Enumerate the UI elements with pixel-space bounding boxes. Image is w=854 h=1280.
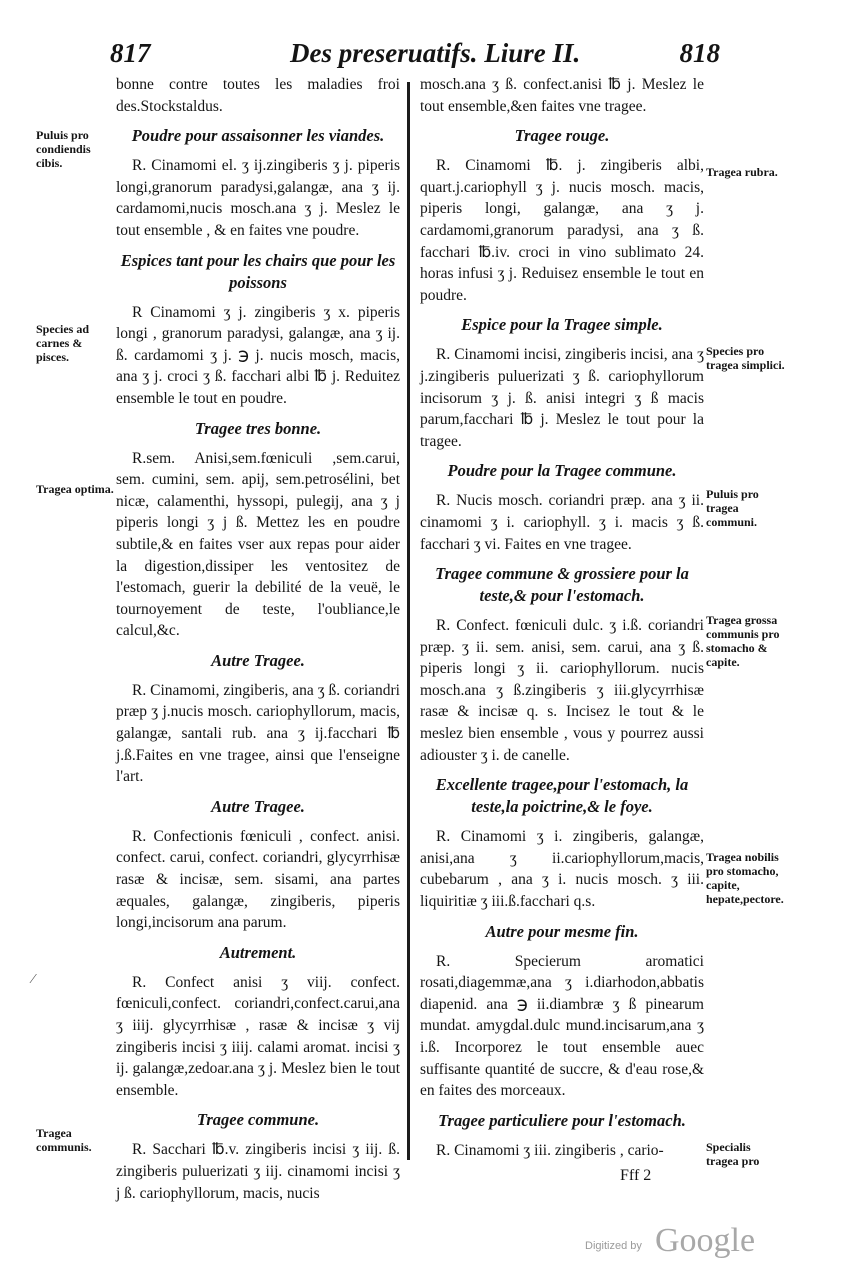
paragraph: R. Confect anisi ʒ viij. confect. fœniculi,confect. coriandri,confect.carui,ana ʒ iiij. glycyrrhisæ , rasæ & incisæ ʒ vij zingiberis incisi ʒ iiij. calami aromat. incisi ʒ ij. galangæ,zedoar.ana ʒ j. Meslez bien le tout ensemble. — [116, 973, 400, 1099]
margin-note: Species ad carnes & pisces. — [36, 322, 90, 364]
ink-mark: ⁄ — [32, 972, 35, 987]
margin-note: Specialis tragea pro — [706, 1140, 760, 1168]
margin-note: Tragea nobilis pro stomacho, capite, hepate,pectore. — [706, 850, 784, 906]
section-heading: Poudre pour la Tragee commune. — [447, 461, 677, 481]
paragraph: R. Nucis mosch. coriandri præp. ana ʒ ii. cinamomi ʒ i. cariophyll. ʒ i. macis ʒ ß. facchari ʒ vi. Faites en vne tragee. — [420, 492, 704, 553]
section-heading: Autre Tragee. — [211, 796, 305, 816]
running-header — [110, 38, 720, 78]
paragraph: R Cinamomi ʒ j. zingiberis ʒ x. piperis longi , granorum paradysi, galangæ, ana ʒ ij. ß. cardamomi ʒ j. ℈ j. nucis mosch, macis, ana ʒ j. croci ʒ ß. facchari albi ℔ j. Reduitez ensemble le tout en poudre. — [116, 303, 400, 407]
section-heading: Tragee commune & grossiere pour la teste,& pour l'estomach. — [435, 564, 689, 606]
paragraph: R. Specierum aromatici rosati,diagemmæ,ana ʒ i.diarhodon,abbatis diapenid. ana ℈ ii.diambræ ʒ ß pinearum mundat. amygdal.dulc mund.incisarum,ana ʒ i.ß. Incorporez le tout ensemble auec suffisante quantité de succre, & d'eau rose,& en faites des morceaux. — [420, 952, 704, 1100]
watermark-small-text: Digitized by — [585, 1240, 642, 1252]
section-heading: Autrement. — [219, 942, 297, 962]
paragraph: bonne contre toutes les maladies froi des.Stockstaldus. — [116, 76, 400, 115]
google-logo: Google — [655, 1222, 756, 1259]
paragraph: mosch.ana ʒ ß. confect.anisi ℔ j. Meslez le tout ensemble,&en faites vne tragee. — [420, 76, 704, 115]
section-heading: Tragee rouge. — [514, 126, 610, 146]
paragraph: R. Cinamomi el. ʒ ij.zingiberis ʒ j. piperis longi,granorum paradysi,galangæ, ana ʒ ij. cardamomi,nucis mosch.ana ʒ j. Meslez le tout ensemble , & en faites vne poudre. — [116, 157, 400, 239]
paragraph: R. Cinamomi ℔. j. zingiberis albi, quart.j.cariophyll ʒ j. nucis mosch. macis, piperis longi, galangæ, ana ʒ j. cardamomi,granorum paradysi, ana ʒ ß. facchari ℔.iv. croci in vino sublimato 24. horas infusi ʒ j. Reduisez ensemble le tout en poudre. — [420, 157, 704, 304]
section-heading: Poudre pour assaisonner les viandes. — [131, 126, 385, 146]
section-heading: Excellente tragee,pour l'estomach, la teste,la poictrine,& le foye. — [435, 775, 689, 817]
section-heading: Autre Tragee. — [211, 650, 305, 670]
paragraph: R. Cinamomi incisi, zingiberis incisi, ana ʒ j.zingiberis puluerizati ʒ ß. cariophyllorum incisorum ʒ j. ß. anisi integri ʒ ß macis parum,facchari ℔ j. Meslez le tout pour la tragee. — [420, 346, 704, 450]
section-heading: Tragee tres bonne. — [194, 418, 322, 438]
paragraph: R. Cinamomi, zingiberis, ana ʒ ß. coriandri præp ʒ j.nucis mosch. cariophyllorum, macis, galangæ, santali rub. ana ʒ ij.facchari ℔ j.ß.Faites en vne tragee, ainsi que l'enseigne l'art. — [116, 681, 400, 786]
paragraph: R.sem. Anisi,sem.fœniculi ,sem.carui, sem. cumini, sem. apij, sem.petrosélini, bet nicæ, calamenthi, hyssopi, pulegij, ana ʒ j piperis longi ʒ j ß. Mettez les en poudre subtile,& en faites vser aux repas pour aider la digestion,dissiper les ventositez de l'estomach, guerir la debilité de la veuë, le tournoyement de teste, l'oubliance,le calcul,&c. — [116, 449, 400, 640]
page-number-left: 817 — [110, 38, 151, 68]
section-heading: Tragee commune. — [196, 1110, 320, 1130]
paragraph: R. Sacchari ℔.v. zingiberis incisi ʒ iij. ß. zingiberis puluerizati ʒ iij. cinamomi incisi ʒ j ß. cariophyllorum, macis, nucis — [116, 1141, 400, 1202]
left-column — [116, 74, 400, 1210]
paragraph: R. Confect. fœniculi dulc. ʒ i.ß. coriandri præp. ʒ ii. sem. anisi, sem. carui, ana ʒ ß. piperis longi ʒ ii. cariophyllorum. nucis mosch.ana ʒ ß.zingiberis ʒ iii.glycyrrhisæ rasæ & incisæ q. s. Incisez le tout & le meslez bien ensemble , vous y pourrez aussi adiouster ʒ i. de canelle. — [420, 617, 704, 764]
page-number-right: 818 — [679, 38, 720, 68]
margin-note: Tragea grossa communis pro stomacho & capite. — [706, 613, 780, 669]
paragraph: R. Cinamomi ʒ iii. zingiberis , cario- — [436, 1141, 664, 1159]
running-title: Des preseruatifs. Liure II. — [290, 38, 581, 68]
right-column — [420, 74, 704, 1167]
margin-note: Tragea optima. — [36, 482, 114, 496]
margin-note: Tragea rubra. — [706, 165, 778, 179]
margin-note: Puluis pro tragea communi. — [706, 487, 759, 529]
paragraph: R. Confectionis fœniculi , confect. anisi. confect. carui, confect. coriandri, glycyrrhisæ rasæ & incisæ, sem. sisami, ana partes æquales, galangæ, zingiberis, piperis longi,incisorum ana parum. — [116, 827, 400, 932]
signature-mark: Fff 2 — [620, 1167, 652, 1184]
margin-note: Species pro tragea simplici. — [706, 344, 785, 372]
section-heading: Espices tant pour les chairs que pour les poissons — [120, 250, 396, 292]
section-heading: Tragee particuliere pour l'estomach. — [438, 1110, 686, 1130]
margin-note: Tragea communis. — [36, 1126, 92, 1154]
section-heading: Espice pour la Tragee simple. — [461, 315, 663, 335]
column-divider — [407, 82, 410, 1160]
section-heading: Autre pour mesme fin. — [485, 921, 639, 941]
paragraph: R. Cinamomi ʒ i. zingiberis, galangæ, anisi,ana ʒ ii.cariophyllorum,macis, cubebarum , ana ʒ i. nucis mosch. ʒ iii. liquiritiæ ʒ iii.ß.facchari q.s. — [420, 828, 704, 911]
google-watermark — [585, 1222, 785, 1266]
margin-note: Puluis pro condiendis cibis. — [36, 128, 91, 170]
